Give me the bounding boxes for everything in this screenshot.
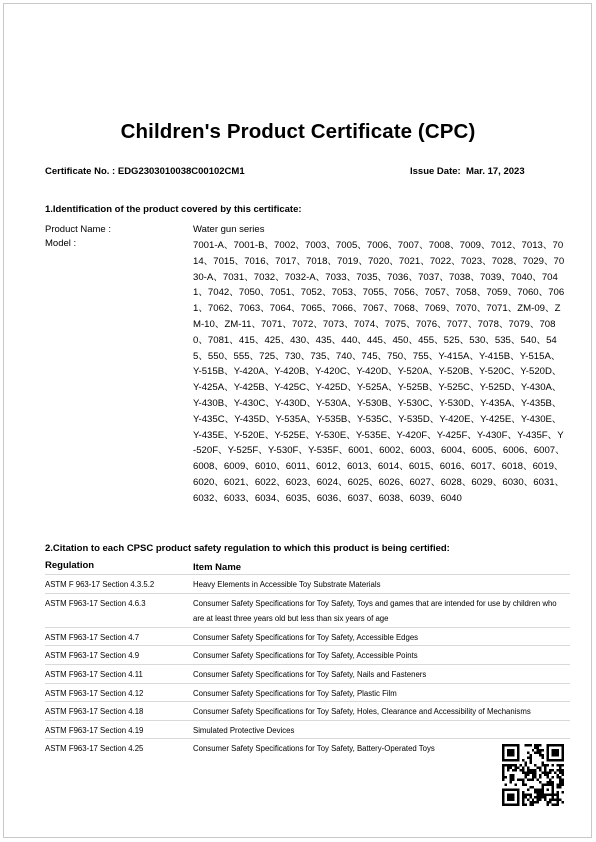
table-row [45,645,570,664]
product-name-value: Water gun series [193,224,265,235]
regulation-cell: ASTM F963-17 Section 4.19 [45,725,144,735]
regulation-cell: ASTM F 963-17 Section 4.3.5.2 [45,580,155,589]
model-list: 7001-A、7001-B、7002、7003、7005、7006、7007、7008、7009、7012、7013、7014、7015、7016、7017、7018、7019、7020、7021、7022、7023、7028、7029、7030-A、7031、7032、7032-A、7033、7035、7036、7037、7038、7039、7040、7041、7042、7050、7051、7052、7053、7055、7056、7057、7058、7059、7060、7061、7062、7063、7064、7065、7066、7067、7068、7069、7070、7071、ZM-09、ZM-10、ZM-11、7071、7072、7073、7074、7075、7076、7077、7078、7079、7080、7081、415、425、430、435、440、445、450、455、525、530、535、540、545、550、555、725、730、735、740、745、750、755、Y-415A、Y-415B、Y-515A、Y-515B、Y-420A、Y-420B、Y-420C、Y-420D、Y-520A、Y-520B、Y-520C、Y-520D、Y-425A、Y-425B、Y-425C、Y-425D、Y-525A、Y-525B、Y-525C、Y-525D、Y-430A、Y-430B、Y-430C、Y-430D、Y-530A、Y-530B、Y-530C、Y-530D、Y-435A、Y-435B、Y-435C、Y-435D、Y-535A、Y-535B、Y-535C、Y-535D、Y-420E、Y-425E、Y-430E、Y-435E、Y-520E、Y-525E、Y-530E、Y-535E、Y-420F、Y-425F、Y-430F、Y-435F、Y-520F、Y-525F、Y-530F、Y-535F、6001、6002、6003、6004、6005、6006、6007、6008、6009、6010、6011、6012、6013、6014、6015、6016、6017、6018、6019、6020、6021、6022、6023、6024、6025、6026、6027、6028、6029、6030、6031、6032、6033、6034、6035、6036、6037、6038、6039、6040 [193,240,565,504]
table-row [45,738,570,757]
qr-code-icon [502,744,564,806]
regulation-column-header: Regulation [45,560,95,571]
model-label: Model : [45,238,77,249]
table-row [45,701,570,720]
item-name-cell: Consumer Safety Specifications for Toy Safety, Battery-Operated Toys [193,744,435,754]
item-name-cell: Consumer Safety Specifications for Toy Safety, Toys and games that are intended for use by children who are at least three years old but less than six years of age [193,598,557,624]
table-row [45,627,570,646]
issue-date-value: Mar. 17, 2023 [465,166,525,177]
certificate-number [45,166,245,177]
regulation-cell: ASTM F963-17 Section 4.7 [45,632,140,642]
item-name-cell: Consumer Safety Specifications for Toy Safety, Accessible Points [193,651,418,661]
item-name-column-header: Item Name [193,562,242,573]
issue-date-label: Issue Date: [410,166,461,177]
document-title: Children's Product Certificate (CPC) [120,120,476,143]
table-row [45,720,570,739]
section1-heading: 1.Identification of the product covered by this certificate: [45,204,302,215]
regulation-cell: ASTM F963-17 Section 4.18 [45,707,144,717]
item-name-cell: Consumer Safety Specifications for Toy Safety, Holes, Clearance and Accessibility of Mechanisms [193,707,531,717]
item-name-cell: Consumer Safety Specifications for Toy Safety, Plastic Film [193,688,397,698]
regulation-table [45,560,570,757]
table-row [45,574,570,593]
table-row [45,664,570,683]
certificate-number-label: Certificate No. : [45,166,116,177]
item-name-cell: Consumer Safety Specifications for Toy Safety, Nails and Fasteners [193,669,427,679]
item-name-cell: Consumer Safety Specifications for Toy Safety, Accessible Edges [193,632,419,642]
regulation-rows [45,574,570,757]
regulation-cell: ASTM F963-17 Section 4.6.3 [45,598,146,608]
regulation-table-header [45,560,570,574]
certificate-number-value: EDG2303010038C00102CM1 [117,166,245,177]
table-row [45,683,570,702]
issue-date [410,166,525,177]
regulation-cell: ASTM F963-17 Section 4.25 [45,744,144,754]
table-row [45,593,570,627]
item-name-cell: Simulated Protective Devices [193,725,295,735]
regulation-cell: ASTM F963-17 Section 4.11 [45,669,143,679]
regulation-cell: ASTM F963-17 Section 4.9 [45,651,140,661]
section2-heading: 2.Citation to each CPSC product safety regulation to which this product is being certified: [45,543,450,554]
regulation-cell: ASTM F963-17 Section 4.12 [45,688,144,698]
item-name-cell: Heavy Elements in Accessible Toy Substrate Materials [193,580,381,589]
product-name-label: Product Name : [45,224,111,235]
